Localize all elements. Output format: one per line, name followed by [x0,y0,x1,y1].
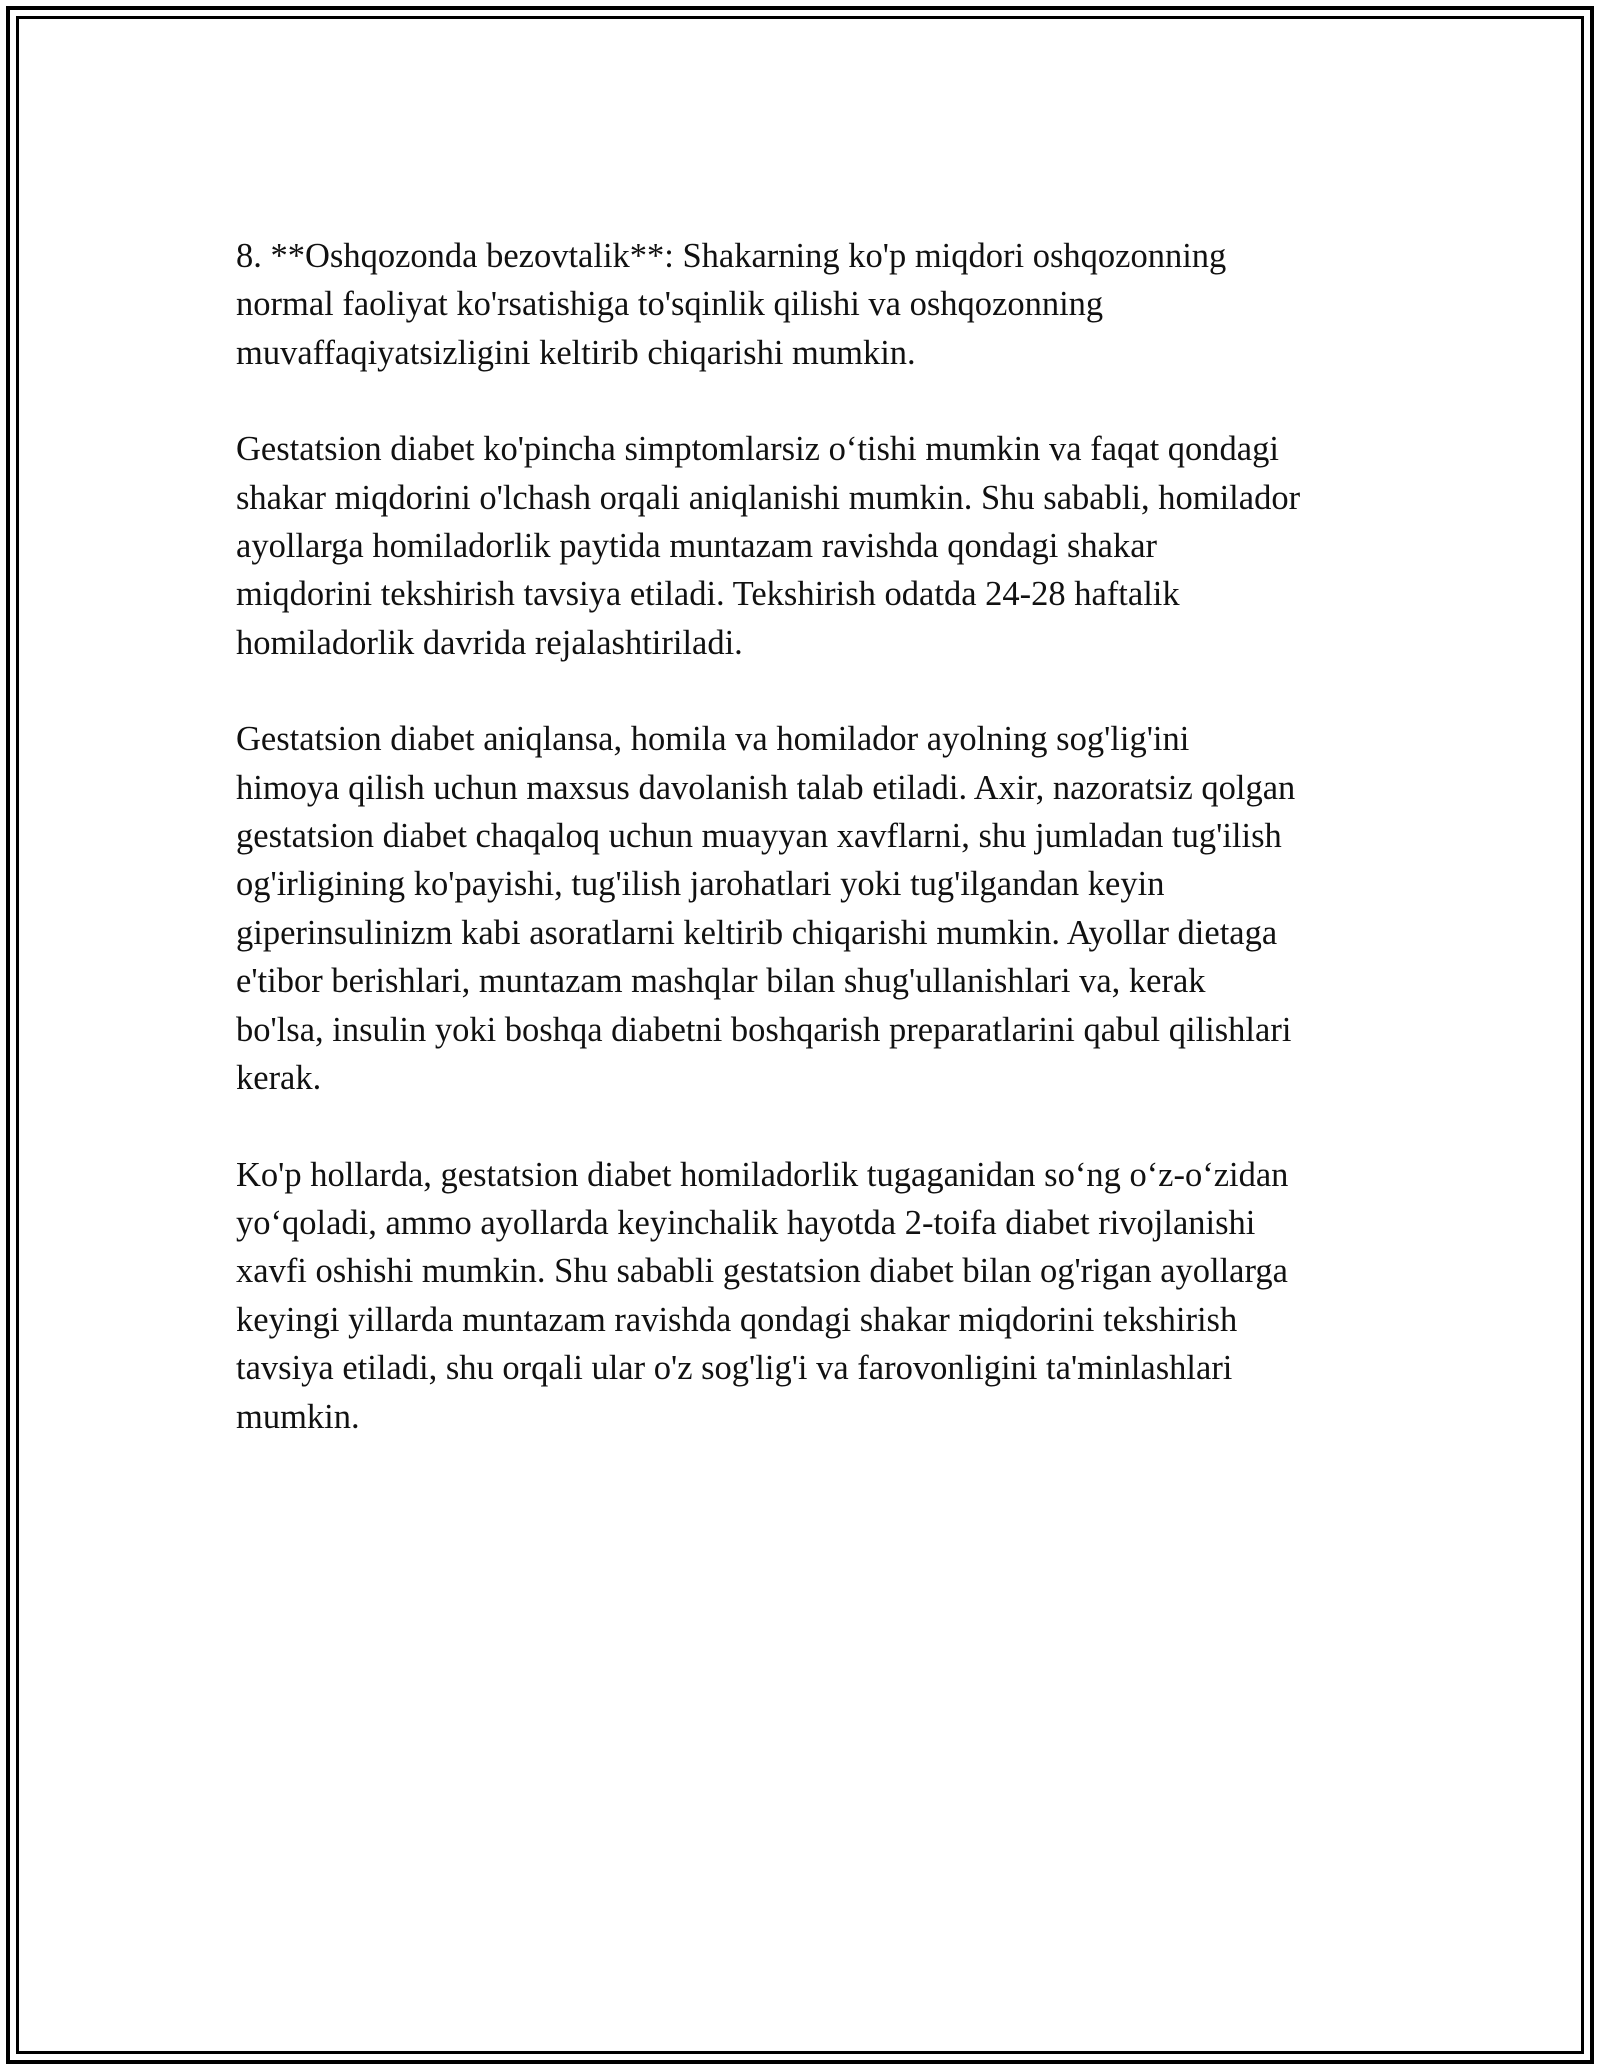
paragraph-treatment: Gestatsion diabet aniqlansa, homila va homilador ayolning sog'lig'ini himoya qilish uchun maxsus davolanish talab etiladi. Axir, nazoratsiz qolgan gestatsion diabet chaqaloq uchun muayyan xavflarni, shu jumladan tug'ilish og'irligining ko'payishi, tug'ilish jarohatlari yoki tug'ilgandan keyin giperinsulinizm kabi asoratlarni keltirib chiqarishi mumkin. Ayollar dietaga e'tibor berishlari, muntazam mashqlar bilan shug'ullanishlari va, kerak bo'lsa, insulin yoki boshqa diabetni boshqarish preparatlarini qabul qilishlari kerak. [236,720,1296,1098]
paragraph-outlook: Ko'p hollarda, gestatsion diabet homiladorlik tugaganidan so‘ng o‘z-o‘zidan yo‘qoladi, ammo ayollarda keyinchalik hayotda 2-toifa diabet rivojlanishi xavfi oshishi mumkin. Shu sababli gestatsion diabet bilan og'rigan ayollarga keyingi yillarda muntazam ravishda qondagi shakar miqdorini tekshirish tavsiya etiladi, shu orqali ular o'z sog'lig'i va farovonligini ta'minlashlari mumkin. [236,1155,1289,1436]
paragraph-screening: Gestatsion diabet ko'pincha simptomlarsiz o‘tishi mumkin va faqat qondagi shakar miqdorini o'lchash orqali aniqlanishi mumkin. Shu sababli, homilador ayollarga homiladorlik paytida muntazam ravishda qondagi shakar miqdorini tekshirish tavsiya etiladi. Tekshirish odatda 24-28 haftalik homiladorlik davrida rejalashtiriladi. [236,430,1301,662]
paragraph-stomach-discomfort: 8. **Oshqozonda bezovtalik**: Shakarning ko'p miqdori oshqozonning normal faoliyat ko'rsatishiga to'sqinlik qilishi va oshqozonning muvaffaqiyatsizligini keltirib chiqarishi mumkin. [236,237,1227,372]
document-body [236,232,1386,1489]
